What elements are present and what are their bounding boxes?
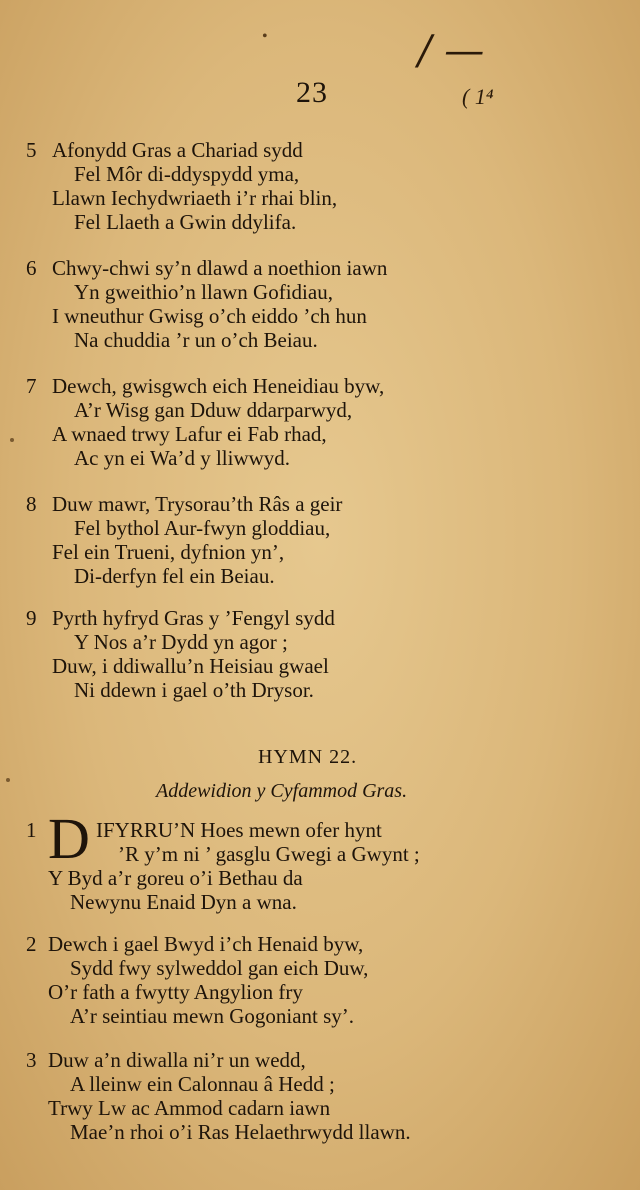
verse-number: 7 <box>26 374 37 398</box>
verse-line: Afonydd Gras a Chariad sydd <box>52 138 303 162</box>
handwritten-note: / — <box>418 28 485 74</box>
verse-line: Duw, i ddiwallu’n Heisiau gwael <box>52 654 329 678</box>
verse-number: 9 <box>26 606 37 630</box>
verse-line: Chwy-chwi sy’n dlawd a noethion iawn <box>52 256 388 280</box>
verse-line: A lleinw ein Calonnau â Hedd ; <box>70 1072 335 1096</box>
page-number: 23 <box>296 76 328 109</box>
verse-line: Ni ddewn i gael o’th Drysor. <box>74 678 314 702</box>
verse-line: Llawn Iechydwriaeth i’r rhai blin, <box>52 186 338 210</box>
verse-number: 3 <box>26 1048 37 1072</box>
verse-number: 6 <box>26 256 37 280</box>
verse-line: ’R y’m ni ’ gasglu Gwegi a Gwynt ; <box>118 842 420 866</box>
verse-line: A’r Wisg gan Dduw ddarparwyd, <box>74 398 353 422</box>
verse-line: Duw a’n diwalla ni’r un wedd, <box>48 1048 306 1072</box>
verse-line: Sydd fwy sylweddol gan eich Duw, <box>70 956 369 980</box>
hymn-title: HYMN 22. <box>258 746 358 768</box>
verse-line: Dewch, gwisgwch eich Heneidiau byw, <box>52 374 385 398</box>
verse-line: Fel ein Trueni, dyfnion yn’, <box>52 540 285 564</box>
verse-line: Newynu Enaid Dyn a wna. <box>70 890 297 914</box>
verse-line: Di-derfyn fel ein Beiau. <box>74 564 275 588</box>
verse-number: 8 <box>26 492 37 516</box>
verse-line: Fel bythol Aur-fwyn gloddiau, <box>74 516 331 540</box>
verse-line: Fel Môr di-ddyspydd yma, <box>74 162 300 186</box>
verse-line: O’r fath a fwytty Angylion fry <box>48 980 303 1004</box>
verse-line: I wneuthur Gwisg o’ch eiddo ’ch hun <box>52 304 367 328</box>
verse-line: A’r seintiau mewn Gogoniant sy’. <box>70 1004 355 1028</box>
hymn-subtitle: Addewidion y Cyfammod Gras. <box>156 780 408 802</box>
verse-line: Ac yn ei Wa’d y lliwwyd. <box>74 446 291 470</box>
paper-speck <box>10 438 14 442</box>
verse-line: Na chuddia ’r un o’ch Beiau. <box>74 328 318 352</box>
verse-number: 5 <box>26 138 37 162</box>
verse-line: Yn gweithio’n llawn Gofidiau, <box>74 280 333 304</box>
verse-line: Mae’n rhoi o’i Ras Helaethrwydd llawn. <box>70 1120 411 1144</box>
handwritten-number: ( 1⁴ <box>462 84 494 109</box>
verse-line: Fel Llaeth a Gwin ddylifa. <box>74 210 297 234</box>
printer-mark: • <box>262 28 268 45</box>
verse-line: Dewch i gael Bwyd i’ch Henaid byw, <box>48 932 364 956</box>
verse-number: 1 <box>26 818 37 842</box>
verse-line: Duw mawr, Trysorau’th Râs a geir <box>52 492 343 516</box>
verse-line: Y Nos a’r Dydd yn agor ; <box>74 630 288 654</box>
verse-line: A wnaed trwy Lafur ei Fab rhad, <box>52 422 327 446</box>
verse-line: Y Byd a’r goreu o’i Bethau da <box>48 866 303 890</box>
verse-line: IFYRRU’N Hoes mewn ofer hynt <box>96 818 382 842</box>
drop-cap: D <box>48 806 90 871</box>
paper-speck <box>6 778 10 782</box>
verse-line: Pyrth hyfryd Gras y ’Fengyl sydd <box>52 606 335 630</box>
verse-line: Trwy Lw ac Ammod cadarn iawn <box>48 1096 331 1120</box>
verse-number: 2 <box>26 932 37 956</box>
